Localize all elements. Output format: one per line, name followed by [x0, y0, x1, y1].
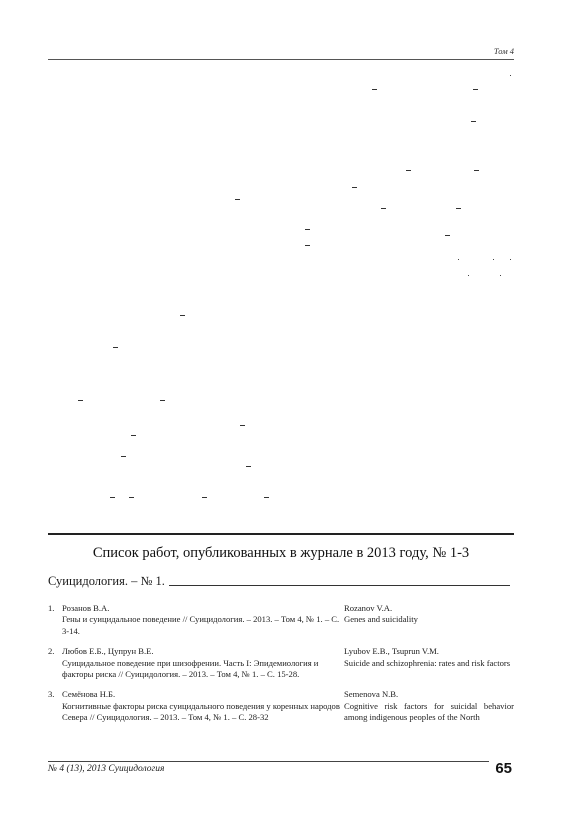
- entry-title-en: Suicide and schizophrenia: rates and risk factors: [344, 657, 511, 668]
- section-rule: [48, 533, 514, 535]
- header-rule: [48, 59, 514, 60]
- artifact-dash: [381, 208, 386, 209]
- entry-authors-ru: Розанов В.А.: [62, 603, 110, 613]
- artifact-dash: [473, 89, 478, 90]
- entry-ru: [62, 603, 342, 637]
- entry-authors-en: Semenova N.B.: [344, 689, 399, 700]
- artifact-dot: [458, 259, 459, 260]
- artifact-dash: [121, 456, 126, 457]
- artifact-dot: [493, 259, 494, 260]
- artifact-dash: [113, 347, 118, 348]
- journal-issue-underline: [169, 585, 510, 586]
- entry-authors-ru: Семёнова Н.Б.: [62, 689, 116, 700]
- entry-citation-ru: Когнитивные факторы риска суицидального поведения у коренных народов Севера // Суицидология. – 2013. – Том 4, № 1. – С. 28-32: [62, 700, 340, 723]
- artifact-dash: [180, 315, 185, 316]
- entry-authors-en: Rozanov V.A.: [344, 603, 393, 613]
- entry-ru: [62, 689, 342, 723]
- artifact-dot: [468, 275, 469, 276]
- publication-list: [48, 603, 514, 733]
- entry-authors-ru: Любов Е.Б., Цупрун В.Е.: [62, 646, 154, 657]
- artifact-dot: [500, 275, 501, 276]
- volume-label: Том 4: [493, 46, 514, 56]
- journal-issue-label: Суицидология. – № 1.: [48, 574, 165, 588]
- artifact-dash: [471, 121, 476, 122]
- footer-journal-ref: № 4 (13), 2013 Суицидология: [48, 764, 165, 774]
- artifact-dash: [264, 497, 269, 498]
- entry-citation-ru: Гены и суицидальное поведение // Суицидология. – 2013. – Том 4, № 1. – С. 3-14.: [62, 614, 340, 636]
- artifact-dash: [202, 497, 207, 498]
- entry-en: [344, 689, 514, 723]
- entry-authors-en: Lyubov E.B., Tsuprun V.M.: [344, 646, 439, 657]
- entry-citation-ru: Суицидальное поведение при шизофрении. Часть I: Эпидемиология и факторы риска // Суицидология. – 2013. – Том 4, № 1. – С. 15-28.: [62, 657, 319, 680]
- artifact-dash: [406, 170, 411, 171]
- artifact-dash: [456, 208, 461, 209]
- artifact-dash: [305, 245, 310, 246]
- entry-ru: [62, 646, 342, 680]
- artifact-dash: [445, 235, 450, 236]
- artifact-dash: [372, 89, 377, 90]
- list-item: [48, 603, 514, 637]
- entry-en: [344, 646, 514, 669]
- entry-title-en: Cognitive risk factors for suicidal behavior among indigenous peoples of the North: [344, 700, 514, 723]
- entry-number: 3.: [48, 689, 55, 700]
- artifact-dash: [235, 199, 240, 200]
- artifact-dot: [510, 75, 511, 76]
- artifact-dash: [160, 400, 165, 401]
- footer-rule: [48, 761, 489, 762]
- artifact-dash: [78, 400, 83, 401]
- journal-issue-row: [48, 573, 510, 589]
- artifact-dash: [129, 497, 134, 498]
- artifact-dash: [110, 497, 115, 498]
- entry-en: [344, 603, 514, 626]
- list-item: [48, 646, 514, 680]
- entry-number: 2.: [48, 646, 55, 657]
- section-title: Список работ, опубликованных в журнале в 2013 году, № 1-3: [92, 545, 470, 561]
- artifact-dash: [246, 466, 251, 467]
- page-number: 65: [495, 760, 512, 777]
- entry-number: 1.: [48, 603, 55, 613]
- entry-title-en: Genes and suicidality: [344, 614, 418, 625]
- artifact-dot: [510, 259, 511, 260]
- artifact-dash: [305, 229, 310, 230]
- artifact-dash: [474, 170, 479, 171]
- artifact-dash: [131, 435, 136, 436]
- artifact-dash: [240, 425, 245, 426]
- list-item: [48, 689, 514, 723]
- artifact-dash: [352, 187, 357, 188]
